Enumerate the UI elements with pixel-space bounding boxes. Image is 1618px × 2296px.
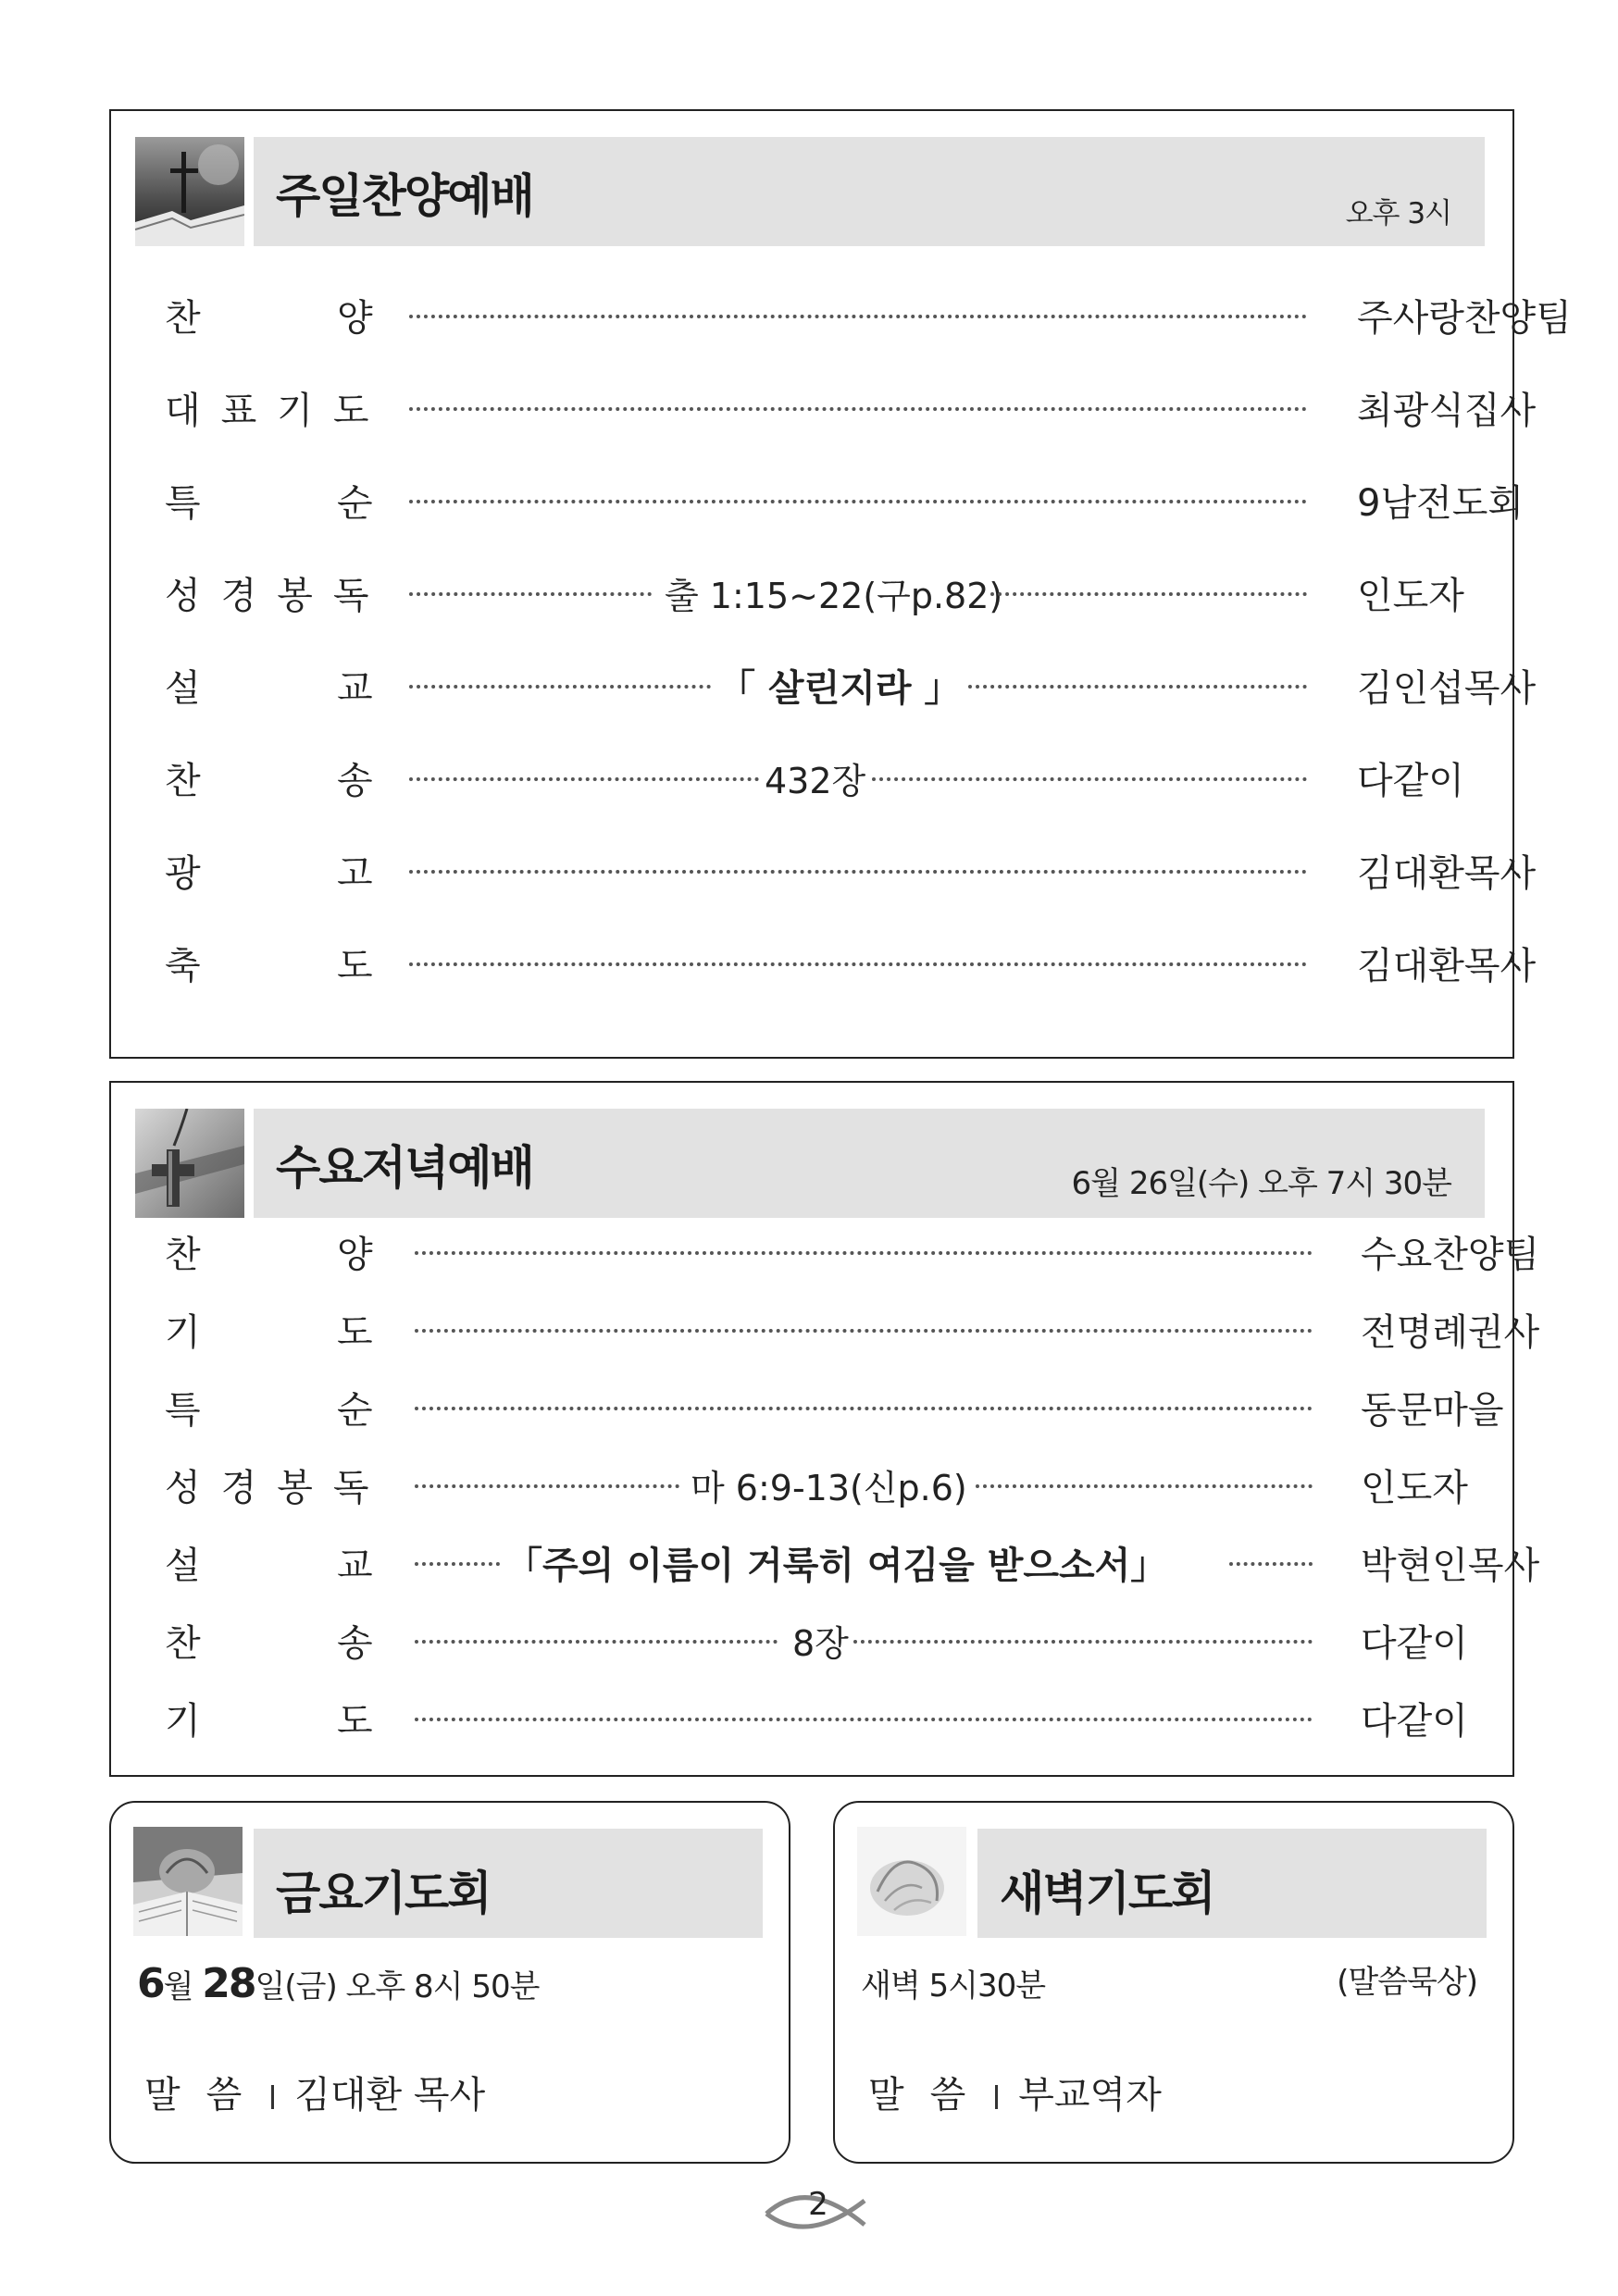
- order-row: [111, 474, 1525, 533]
- sunday-header-bar: [254, 137, 1485, 246]
- role-label: 찬: [165, 760, 201, 802]
- role-label: 설: [165, 667, 201, 710]
- leader-name: 동문마을: [1361, 1389, 1504, 1432]
- friday-header-bar: [254, 1829, 763, 1938]
- order-row: [111, 1303, 1540, 1362]
- order-row: [111, 289, 1572, 348]
- dawn-title: 새벽기도회: [1000, 1867, 1214, 1920]
- dot-leader: [409, 474, 1316, 533]
- friday-speaker-line: [144, 2066, 485, 2118]
- role-label: 기: [165, 1311, 201, 1354]
- leader-name: 다같이: [1361, 1700, 1468, 1743]
- leader-name: 최광식집사: [1357, 390, 1537, 432]
- dot-leader: [409, 1614, 1316, 1673]
- order-row: [111, 937, 1537, 996]
- wednesday-title: 수요저녁예배: [276, 1141, 533, 1195]
- sermon-title: 「 살린지라 」: [718, 667, 962, 710]
- order-row: [111, 1458, 1512, 1518]
- dot-leader: [409, 1458, 1316, 1518]
- dot-leader: [409, 844, 1316, 903]
- separator-bar: [271, 2085, 274, 2109]
- friday-prayer-section: [109, 1801, 790, 2164]
- order-row: [111, 1381, 1512, 1440]
- praying-hands-bible-photo: [133, 1827, 243, 1936]
- leader-name: 김인섭목사: [1357, 667, 1537, 710]
- hymn-number: 8장: [792, 1623, 849, 1664]
- leader-name: 인도자: [1357, 575, 1464, 617]
- sunday-time: 오후 3시: [1345, 197, 1451, 230]
- friday-title: 금요기도회: [276, 1867, 491, 1920]
- role-label: 순: [337, 1389, 373, 1432]
- role-label: 특: [165, 482, 201, 525]
- date-month: 6: [137, 1960, 164, 2007]
- role-label: 도: [337, 945, 373, 987]
- cross-bible-photo: [135, 137, 244, 246]
- role-label: 성경봉독: [165, 1467, 390, 1509]
- wednesday-header-bar: [254, 1109, 1485, 1218]
- leader-name: 수요찬양팀: [1361, 1234, 1540, 1276]
- role-label: 양: [337, 297, 373, 340]
- role-label: 도: [337, 1700, 373, 1743]
- dot-leader: [409, 1536, 1316, 1595]
- order-row: [111, 1536, 1540, 1595]
- role-label: 도: [337, 1311, 373, 1354]
- role-label: 성경봉독: [165, 575, 390, 617]
- date-rest: 일(금) 오후 8시 50분: [255, 1968, 540, 2005]
- date-month-unit: 월: [163, 1968, 193, 2005]
- dot-leader: [409, 1692, 1316, 1751]
- page-number: [761, 2177, 876, 2247]
- speaker-name: 부교역자: [1018, 2074, 1162, 2116]
- role-label: 축: [165, 945, 201, 987]
- role-label: 찬: [165, 297, 201, 340]
- order-row: [111, 381, 1537, 441]
- friday-datetime: [137, 1960, 539, 2007]
- order-row: [111, 1614, 1512, 1673]
- leader-name: 다같이: [1361, 1622, 1468, 1665]
- role-label: 양: [337, 1234, 373, 1276]
- dawn-time: 새벽 5시30분: [861, 1967, 1046, 2004]
- role-label: 순: [337, 482, 373, 525]
- dot-leader: [409, 937, 1316, 996]
- dot-leader: [409, 659, 1316, 718]
- leader-name: 다같이: [1357, 760, 1464, 802]
- scripture-reference: 출 1:15~22(구p.82): [665, 576, 1003, 616]
- dawn-header-bar: [977, 1829, 1487, 1938]
- leader-name: 인도자: [1361, 1467, 1468, 1509]
- role-label: 광: [165, 852, 201, 895]
- leader-name: 주사랑찬양팀: [1357, 297, 1572, 340]
- role-label: 송: [337, 760, 373, 802]
- dot-leader: [409, 289, 1316, 348]
- order-row: [111, 1692, 1512, 1751]
- separator-bar: [995, 2085, 998, 2109]
- leader-name: 전명례권사: [1361, 1311, 1540, 1354]
- date-day: 28: [202, 1960, 255, 2007]
- cross-pendant-photo: [135, 1109, 244, 1218]
- hymn-number: 432장: [765, 761, 866, 801]
- dot-leader: [409, 381, 1316, 441]
- order-row: [111, 566, 1512, 626]
- dot-leader: [409, 566, 1316, 626]
- role-label: 대표기도: [165, 390, 390, 432]
- dawn-speaker-line: [868, 2066, 1162, 2118]
- order-row: [111, 659, 1537, 718]
- wednesday-service-section: [109, 1081, 1540, 1777]
- role-label: 찬: [165, 1234, 201, 1276]
- leader-name: 9남전도회: [1357, 482, 1525, 525]
- leader-name: 박현인목사: [1361, 1545, 1540, 1587]
- sunday-service-section: [109, 109, 1572, 1059]
- role-label: 설: [165, 1545, 201, 1587]
- role-label: 고: [337, 852, 373, 895]
- order-row: [111, 1225, 1540, 1285]
- sermon-title: 「주의 이름이 거룩히 여김을 받으소서」: [505, 1545, 1168, 1587]
- dot-leader: [409, 1303, 1316, 1362]
- dawn-prayer-section: [833, 1801, 1514, 2164]
- dot-leader: [409, 1225, 1316, 1285]
- dot-leader: [409, 1381, 1316, 1440]
- word-label: 말씀: [144, 2074, 268, 2116]
- dawn-note: (말씀묵상): [1337, 1964, 1477, 2001]
- role-label: 찬: [165, 1622, 201, 1665]
- sunday-title: 주일찬양예배: [276, 169, 533, 223]
- order-row: [111, 751, 1512, 811]
- word-label: 말씀: [868, 2074, 992, 2116]
- leader-name: 김대환목사: [1357, 852, 1537, 895]
- dot-leader: [409, 751, 1316, 811]
- speaker-name: 김대환 목사: [294, 2074, 486, 2116]
- role-label: 교: [337, 667, 373, 710]
- role-label: 기: [165, 1700, 201, 1743]
- scripture-reference: 마 6:9-13(신p.6): [691, 1468, 967, 1508]
- wednesday-time: 6월 26일(수) 오후 7시 30분: [1071, 1165, 1451, 1202]
- role-label: 송: [337, 1622, 373, 1665]
- page-number-text: 2: [808, 2186, 828, 2223]
- folded-hands-photo: [857, 1827, 966, 1936]
- role-label: 특: [165, 1389, 201, 1432]
- role-label: 교: [337, 1545, 373, 1587]
- leader-name: 김대환목사: [1357, 945, 1537, 987]
- order-row: [111, 844, 1537, 903]
